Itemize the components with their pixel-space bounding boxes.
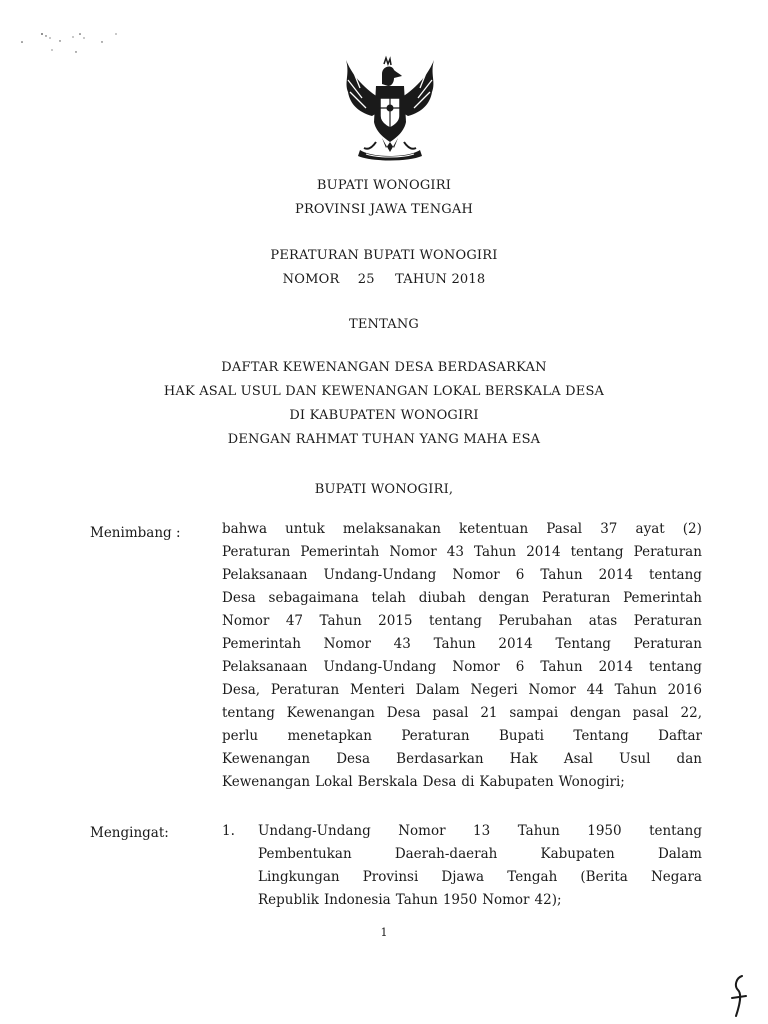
text-line: Pelaksanaan Undang-Undang Nomor 6 Tahun 2014 tentang (222, 567, 702, 583)
scan-specks (18, 28, 128, 58)
text-line: Kewenangan Desa Berdasarkan Hak Asal Usul dan (222, 751, 702, 767)
mengingat-item-text (258, 820, 702, 912)
bupati-label: BUPATI WONOGIRI, (314, 482, 454, 497)
regulation-heading (0, 244, 768, 292)
nomor-value: 25 (357, 272, 375, 287)
menimbang-label: Menimbang : (90, 525, 181, 541)
subject-block (0, 356, 768, 452)
menimbang-paragraph (222, 518, 702, 794)
regulation-number-line (0, 268, 768, 292)
text-line: Undang-Undang Nomor 13 Tahun 1950 tentang (258, 823, 702, 839)
subject-line: HAK ASAL USUL DAN KEWENANGAN LOKAL BERSKALA DESA (163, 384, 605, 399)
text-line: Nomor 47 Tahun 2015 tentang Perubahan atas Peraturan (222, 613, 702, 629)
page-number: 1 (380, 926, 388, 939)
text-line: Desa sebagaimana telah diubah dengan Peraturan Pemerintah (222, 590, 702, 606)
text-line: tentang Kewenangan Desa pasal 21 sampai dengan pasal 22, (222, 705, 702, 721)
text-line: Pembentukan Daerah-daerah Kabupaten Dalam (258, 846, 702, 862)
province-line: PROVINSI JAWA TENGAH (295, 202, 473, 217)
garuda-emblem-icon (332, 52, 448, 162)
issuer-line: BUPATI WONOGIRI (316, 178, 452, 193)
text-line: Kewenangan Lokal Berskala Desa di Kabupaten Wonogiri; (222, 774, 625, 790)
text-line: Pelaksanaan Undang-Undang Nomor 6 Tahun 2014 tentang (222, 659, 702, 675)
bupati-heading (0, 478, 768, 502)
text-line: Republik Indonesia Tahun 1950 Nomor 42); (258, 892, 562, 908)
text-line: bahwa untuk melaksanakan ketentuan Pasal 37 ayat (2) (222, 521, 702, 537)
text-line: Peraturan Pemerintah Nomor 43 Tahun 2014 tentang Peraturan (222, 544, 702, 560)
nomor-label: NOMOR (282, 272, 340, 287)
text-line: Pemerintah Nomor 43 Tahun 2014 Tentang Peraturan (222, 636, 702, 652)
tentang-label: TENTANG (348, 317, 420, 332)
tentang-heading (0, 313, 768, 337)
mengingat-label: Mengingat: (90, 825, 169, 841)
mengingat-item-number: 1. (222, 823, 235, 839)
text-line: perlu menetapkan Peraturan Bupati Tentang Daftar (222, 728, 702, 744)
text-line: Lingkungan Provinsi Djawa Tengah (Berita Negara (258, 869, 702, 885)
subject-line: DAFTAR KEWENANGAN DESA BERDASARKAN (221, 360, 547, 375)
subject-line: DI KABUPATEN WONOGIRI (289, 408, 479, 423)
tahun-label: TAHUN 2018 (395, 272, 486, 287)
subject-line: DENGAN RAHMAT TUHAN YANG MAHA ESA (227, 432, 541, 447)
initial-mark-icon (728, 972, 752, 1020)
text-line: Desa, Peraturan Menteri Dalam Negeri Nomor 44 Tahun 2016 (222, 682, 702, 698)
issuer-heading (0, 174, 768, 222)
regulation-title: PERATURAN BUPATI WONOGIRI (270, 248, 498, 263)
